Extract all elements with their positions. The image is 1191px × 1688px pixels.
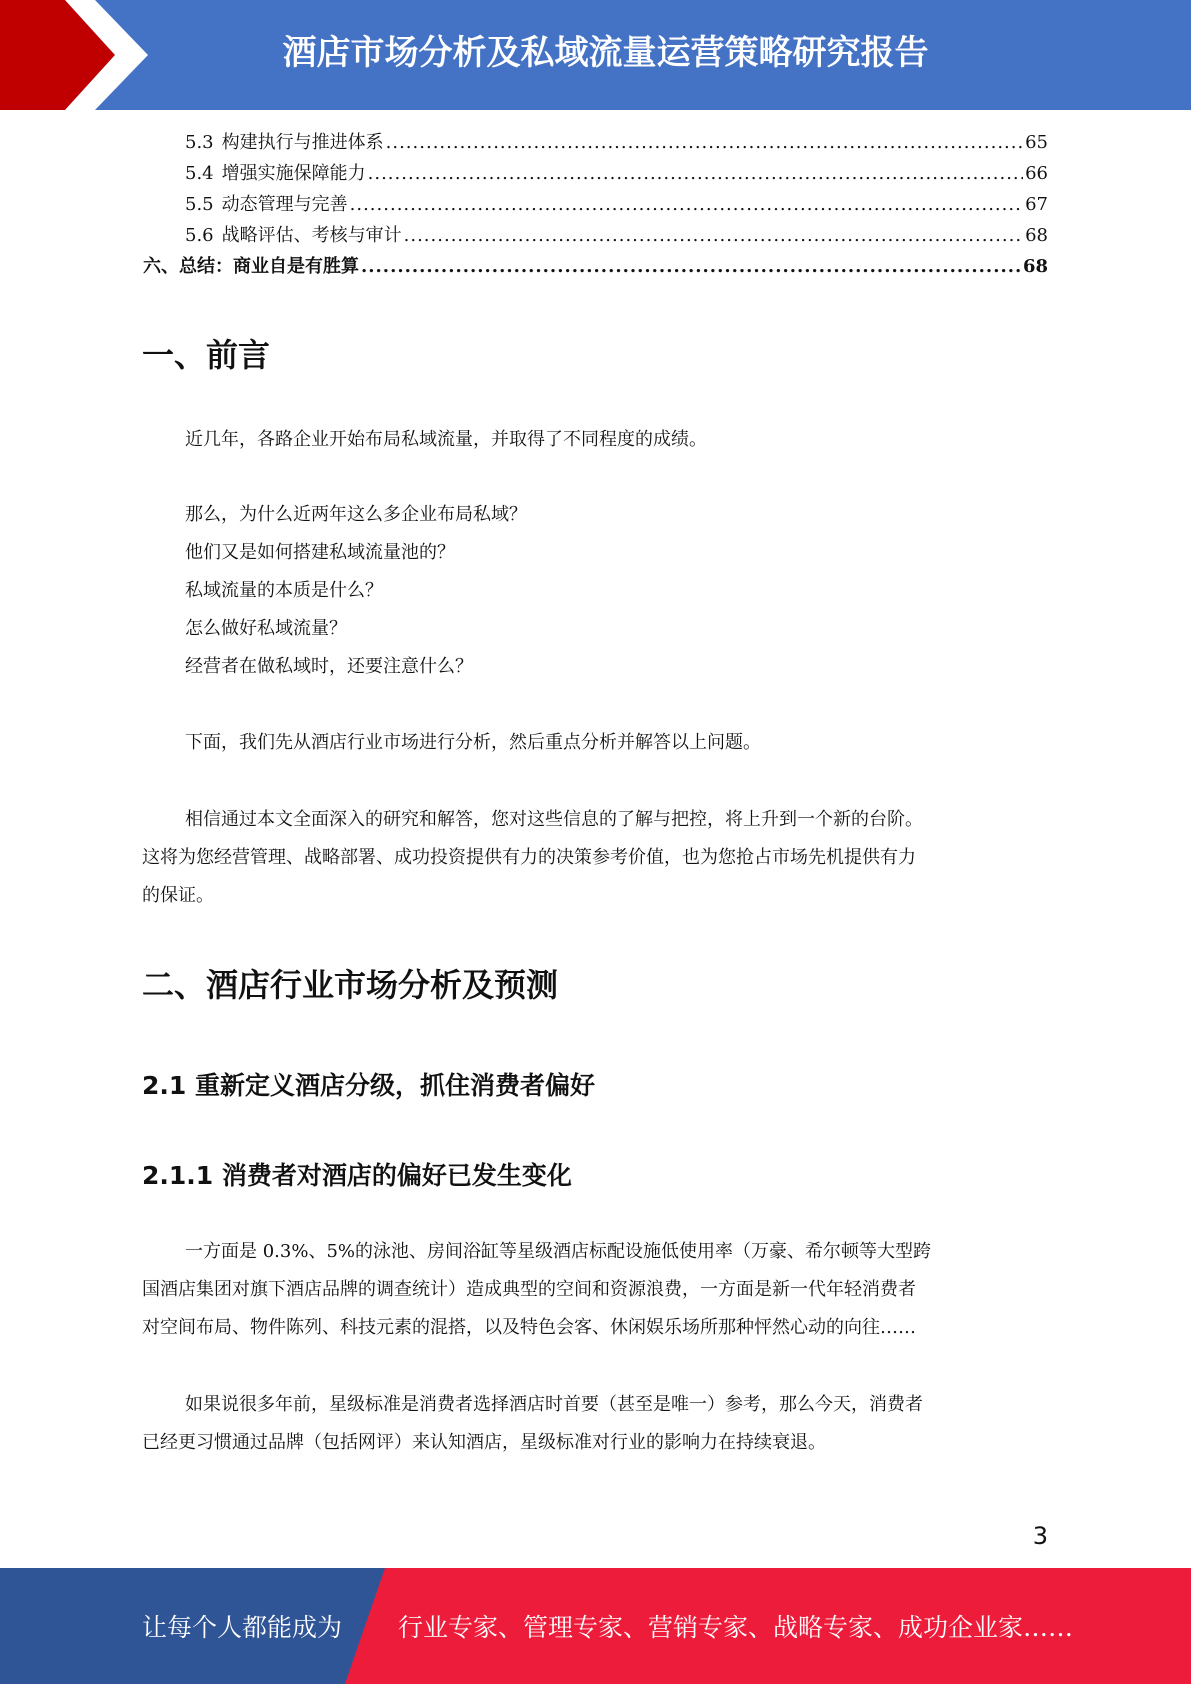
toc-leader-dots (404, 225, 1023, 246)
toc-entry-page: 67 (1025, 194, 1048, 215)
toc-entry-label: 动态管理与完善 (221, 194, 348, 215)
section-heading-market-analysis: 二、酒店行业市场分析及预测 (142, 966, 559, 1004)
toc-entry-label: 增强实施保障能力 (221, 163, 366, 184)
toc-leader-dots (350, 194, 1023, 215)
paragraph-line: 近几年，各路企业开始布局私域流量，并取得了不同程度的成绩。 (185, 429, 707, 450)
toc-entry-label: 构建执行与推进体系 (221, 132, 384, 153)
toc-entry-label: 六、总结：商业自是有胜算 (143, 256, 359, 277)
question-line: 经营者在做私域时，还要注意什么？ (185, 656, 473, 677)
paragraph-line: 已经更习惯通过品牌（包括网评）来认知酒店，星级标准对行业的影响力在持续衰退。 (142, 1432, 826, 1453)
subsection-heading-2-1-1: 2.1.1 消费者对酒店的偏好已发生变化 (142, 1161, 572, 1190)
toc-entry-number: 5.4 (185, 163, 214, 184)
toc-entry[interactable] (143, 128, 1048, 159)
page-header (0, 0, 1191, 110)
toc-entry[interactable] (143, 221, 1048, 252)
paragraph-line: 国酒店集团对旗下酒店品牌的调查统计）造成典型的空间和资源浪费，一方面是新一代年轻消费者 (142, 1279, 916, 1300)
paragraph-line: 相信通过本文全面深入的研究和解答，您对这些信息的了解与把控，将上升到一个新的台阶。 (185, 809, 923, 830)
subsection-heading-2-1: 2.1 重新定义酒店分级，抓住消费者偏好 (142, 1071, 595, 1100)
toc-leader-dots (386, 132, 1023, 153)
paragraph-line: 下面，我们先从酒店行业市场进行分析，然后重点分析并解答以上问题。 (185, 732, 761, 753)
paragraph-line: 这将为您经营管理、战略部署、成功投资提供有力的决策参考价值，也为您抢占市场先机提供有力 (142, 847, 916, 868)
paragraph-line: 的保证。 (142, 885, 214, 906)
question-line: 那么，为什么近两年这么多企业布局私域？ (185, 504, 527, 525)
toc-entry-number: 5.3 (185, 132, 214, 153)
toc-leader-dots (368, 163, 1023, 184)
toc-entry[interactable] (143, 190, 1048, 221)
toc-leader-dots (361, 256, 1021, 277)
toc-entry-page: 68 (1025, 225, 1048, 246)
report-title: 酒店市场分析及私域流量运营策略研究报告 (282, 33, 929, 73)
question-line: 怎么做好私域流量？ (185, 618, 347, 639)
toc-entry-number: 5.5 (185, 194, 214, 215)
footer-slogan-right: 行业专家、管理专家、营销专家、战略专家、成功企业家…… (398, 1613, 1074, 1642)
footer-slogan-left: 让每个人都能成为 (142, 1613, 343, 1642)
toc-entry-page: 68 (1022, 256, 1048, 277)
paragraph-line: 对空间布局、物件陈列、科技元素的混搭，以及特色会客、休闲娱乐场所那种怦然心动的向往…… (142, 1317, 916, 1338)
page-footer (0, 1568, 1191, 1684)
section-heading-preface: 一、前言 (142, 336, 271, 374)
paragraph-line: 一方面是 0.3%、5%的泳池、房间浴缸等星级酒店标配设施低使用率（万豪、希尔顿等大型跨 (185, 1241, 932, 1262)
toc-entry[interactable] (143, 252, 1048, 283)
question-line: 他们又是如何搭建私域流量池的？ (185, 542, 455, 563)
page-number: 3 (1032, 1522, 1048, 1550)
toc-entry-number: 5.6 (185, 225, 214, 246)
toc-entry-page: 65 (1025, 132, 1048, 153)
toc-entry-page: 66 (1025, 163, 1048, 184)
toc-entry[interactable] (143, 159, 1048, 190)
toc-entry-label: 战略评估、考核与审计 (221, 225, 402, 246)
question-line: 私域流量的本质是什么？ (185, 580, 383, 601)
table-of-contents (143, 128, 1048, 283)
paragraph-line: 如果说很多年前，星级标准是消费者选择酒店时首要（甚至是唯一）参考，那么今天，消费者 (185, 1394, 923, 1415)
